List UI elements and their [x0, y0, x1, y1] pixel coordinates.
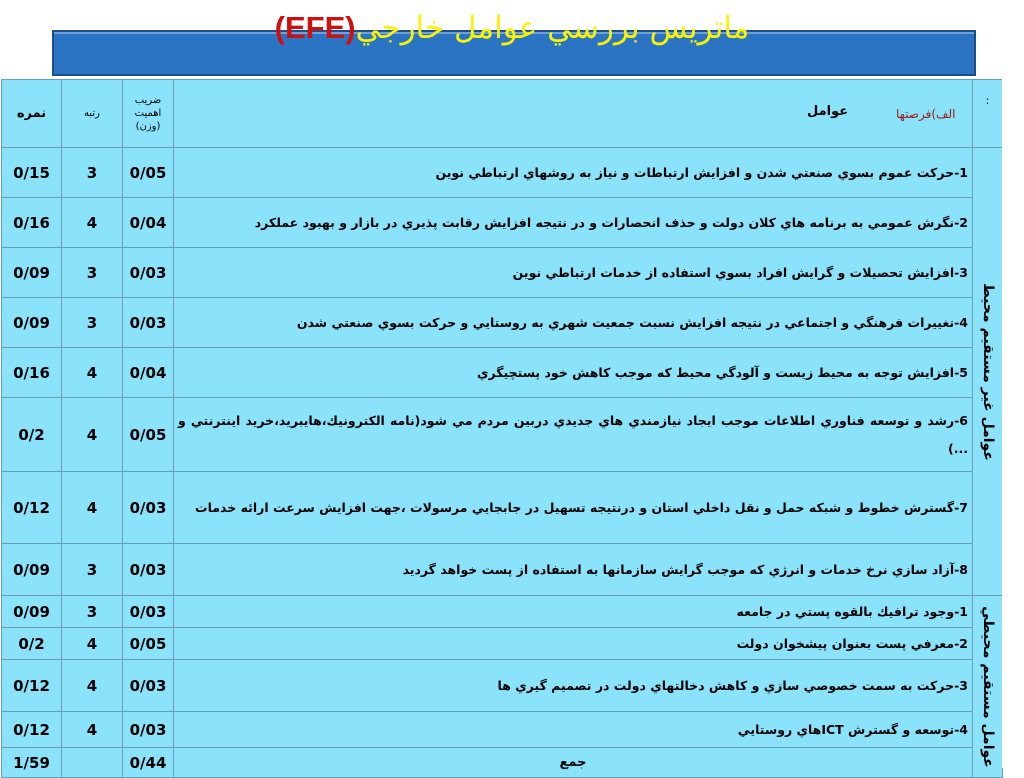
table-row	[2, 148, 1003, 198]
table-row	[2, 712, 1003, 748]
table-header-row	[2, 80, 1003, 148]
weight-cell: 0/03	[123, 596, 174, 628]
factor-text: 1-وجود ترافيك بالقوه پستي در جامعه	[174, 596, 973, 628]
rank-cell: 4	[62, 660, 123, 712]
score-cell: 0/12	[2, 472, 62, 544]
group-direct-label: عوامل مستقيم محيطي	[979, 605, 996, 768]
table-row	[2, 198, 1003, 248]
factor-text: 4-تغييرات فرهنگي و اجتماعي در نتيجه افزايش نسبت جمعيت شهري به روستايي و حركت بسوي صنعتي شدن	[174, 298, 973, 348]
factor-text: 4-توسعه و گسترش ICTهاي روستايي	[174, 712, 973, 748]
table-row	[2, 628, 1003, 660]
score-cell: 0/2	[2, 398, 62, 472]
score-cell: 0/15	[2, 148, 62, 198]
score-cell: 0/16	[2, 348, 62, 398]
table-row	[2, 544, 1003, 596]
factor-text: 2-معرفي پست بعنوان پيشخوان دولت	[174, 628, 973, 660]
table-row	[2, 398, 1003, 472]
rank-cell: 4	[62, 472, 123, 544]
header-factors-cell	[174, 80, 973, 148]
page-title	[0, 10, 1024, 66]
header-factors: عوامل	[807, 104, 849, 119]
table-row	[2, 472, 1003, 544]
factor-text: 2-نگرش عمومي به برنامه هاي كلان دولت و حذف انحصارات و در نتيجه افزايش رقابت پذيري در بازار و بهبود عملكرد	[174, 198, 973, 248]
factor-text: 5-افزايش توجه به محيط زيست و آلودگي محيط كه موجب كاهش خود پستچيگري	[174, 348, 973, 398]
efe-matrix-table	[1, 79, 1003, 778]
group-direct-cell	[973, 596, 1003, 778]
title-persian: ماتريس بررسي عوامل خارجي	[355, 10, 750, 46]
header-opportunities: الف)فرصتها	[896, 107, 956, 121]
rank-cell: 3	[62, 148, 123, 198]
score-cell: 0/09	[2, 298, 62, 348]
header-weight: ضريب اهميت (وزن)	[123, 80, 174, 148]
weight-cell: 0/03	[123, 298, 174, 348]
factor-text: 8-آزاد سازي نرخ خدمات و انرژي كه موجب گرايش سازمانها به استفاده از پست خواهد گرديد	[174, 544, 973, 596]
factor-text: 6-رشد و توسعه فناوري اطلاعات موجب ايجاد نيازمندي هاي جديدي دربين مردم مي شود(نامه الكترونيك،هايبريد،خريد اينترنتي و ...)	[174, 398, 973, 472]
factor-text: 3-افزايش تحصيلات و گرايش افراد بسوي استفاده از خدمات ارتباطي نوين	[174, 248, 973, 298]
score-cell: 0/12	[2, 660, 62, 712]
weight-cell: 0/04	[123, 348, 174, 398]
weight-cell: 0/05	[123, 398, 174, 472]
factor-text: 3-حركت به سمت خصوصي سازي و كاهش دخالتهاي دولت در تصميم گيري ها	[174, 660, 973, 712]
total-rank	[62, 748, 123, 778]
rank-cell: 4	[62, 398, 123, 472]
rank-cell: 4	[62, 198, 123, 248]
table-row	[2, 660, 1003, 712]
header-rank: رتبه	[62, 80, 123, 148]
score-cell: 0/09	[2, 248, 62, 298]
rank-cell: 3	[62, 248, 123, 298]
total-row	[2, 748, 1003, 778]
total-weight: 0/44	[123, 748, 174, 778]
weight-cell: 0/03	[123, 472, 174, 544]
group-indirect-label: عوامل غير مستقيم محيط	[979, 282, 996, 461]
weight-cell: 0/05	[123, 148, 174, 198]
weight-cell: 0/04	[123, 198, 174, 248]
table-row	[2, 248, 1003, 298]
score-cell: 0/12	[2, 712, 62, 748]
rank-cell: 4	[62, 628, 123, 660]
table-row	[2, 348, 1003, 398]
group-indirect-cell	[973, 148, 1003, 596]
rank-cell: 4	[62, 712, 123, 748]
header-colon: :	[973, 80, 1003, 148]
title-english: (EFE)	[274, 10, 356, 45]
score-cell: 0/16	[2, 198, 62, 248]
weight-cell: 0/03	[123, 544, 174, 596]
factor-text: 7-گسترش خطوط و شبكه حمل و نقل داخلي استان و درنتيجه تسهيل در جابجايي مرسولات ،جهت افزايش سرعت ارائه خدمات	[174, 472, 973, 544]
factor-text: 1-حركت عموم بسوي صنعتي شدن و افزايش ارتباطات و نياز به روشهاي ارتباطي نوين	[174, 148, 973, 198]
weight-cell: 0/03	[123, 712, 174, 748]
header-score: نمره	[2, 80, 62, 148]
weight-cell: 0/03	[123, 660, 174, 712]
total-label: جمع	[174, 748, 973, 778]
rank-cell: 3	[62, 596, 123, 628]
score-cell: 0/2	[2, 628, 62, 660]
table-row	[2, 596, 1003, 628]
rank-cell: 4	[62, 348, 123, 398]
score-cell: 0/09	[2, 544, 62, 596]
table-row	[2, 298, 1003, 348]
rank-cell: 3	[62, 298, 123, 348]
weight-cell: 0/05	[123, 628, 174, 660]
score-cell: 0/09	[2, 596, 62, 628]
total-score: 1/59	[2, 748, 62, 778]
weight-cell: 0/03	[123, 248, 174, 298]
right-margin	[1002, 79, 1024, 768]
rank-cell: 3	[62, 544, 123, 596]
